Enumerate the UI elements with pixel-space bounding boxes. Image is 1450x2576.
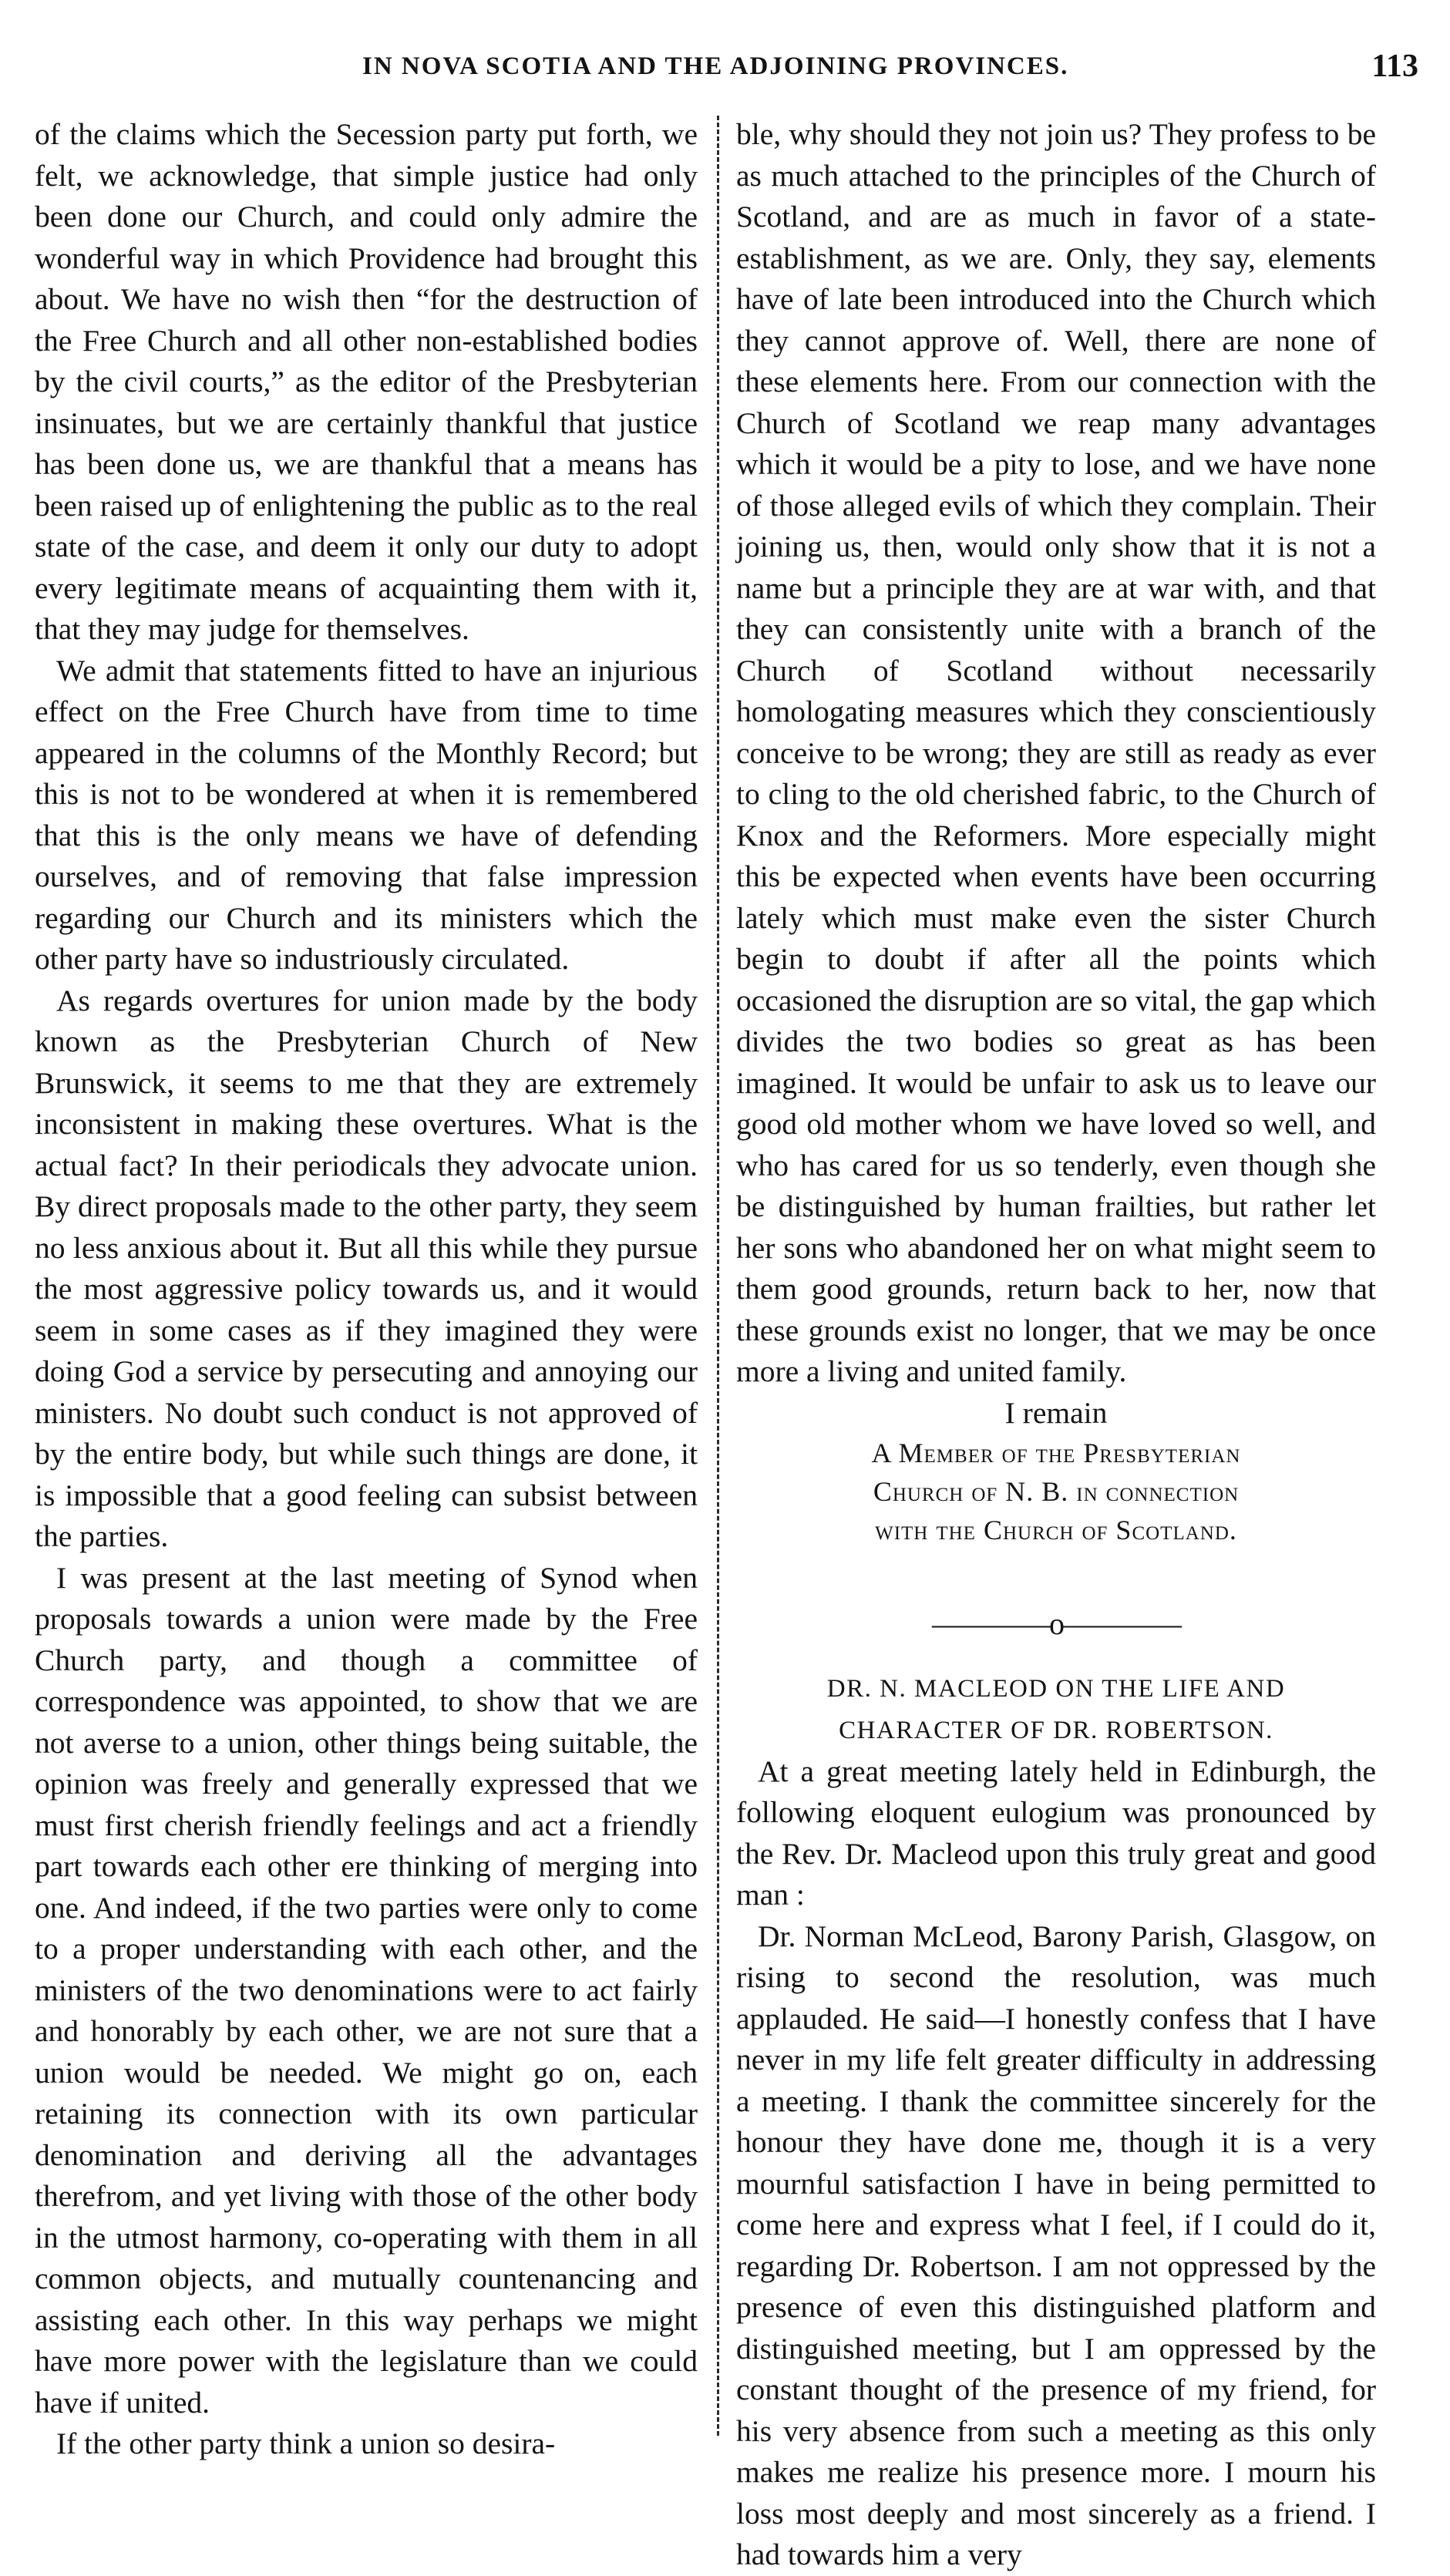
section-paragraph-2: Dr. Norman McLeod, Barony Parish, Glasgow, on rising to second the resolution, was much applauded. He said—I honestly confess that I have never in my life felt greater difficulty in addressing a meeting. I thank the committee sincerely for the honour they have done me, though it is a very mournful satisfaction I have in being permitted to come here and express what I feel, if I could do it, regarding Dr. Robertson. I am not oppressed by the presence of even this distinguished platform and distinguished meeting, but I am oppressed by the constant thought of the presence of my friend, for his very absence from such a meeting as this only makes me realize his presence more. I mourn his loss most deeply and most sincerely as a friend. I had towards him a very bbox=[736, 1919, 1376, 2571]
letter-signoff: I remain bbox=[1004, 1395, 1108, 1430]
right-column bbox=[736, 114, 1376, 2576]
left-column bbox=[35, 114, 698, 2465]
right-paragraph-1: ble, why should they not join us? They profess to be as much attached to the principles of the Church of Scotland, and are as much in favor of a state-establishment, as we are. Only, they say, elements have of late been introduced into the Church which they cannot approve of. Well, there are none of these elements here. From our connection with the Church of Scotland we reap many advantages which it would be a pity to lose, and we have none of those alleged evils of which they complain. Their joining us, then, would only show that it is not a name but a principle they are at war with, and that they can consistently unite with a branch of the Church of Scotland without necessarily homologating measures which they conscientiously conceive to be wrong; they are still as ready as ever to cling to the old cherished fabric, to the Church of Knox and the Reformers. More especially might this be expected when events have been occurring lately which must make even the sister Church begin to doubt if after all the points which occasioned the disruption are so vital, the gap which divides the two bodies so great as has been imagined. It would be unfair to ask us to leave our good old mother whom we have loved so well, and who has cared for us so tenderly, even though she be distinguished by human frailties, but rather let her sons who abandoned her on what might seem to them good grounds, return back to her, now that these grounds exist no longer, that we may be once more a living and united family. bbox=[736, 117, 1376, 1388]
left-paragraph-4: I was present at the last meeting of Synod when proposals towards a union were made by the Free Church party, and though a committee of correspondence was appointed, to show that we are not averse to a union, other things being suitable, the opinion was freely and generally expressed that we must first cherish friendly feelings and act a friendly part towards each other ere thinking of merging into one. And indeed, if the two parties were only to come to a proper understanding with each other, and the ministers of the two denominations were to act fairly and honorably by each other, we are not sure that a union would be needed. We might go on, each retaining its connection with its own particular denomination and deriving all the advantages therefrom, and yet living with those of the other body in the utmost harmony, co-operating with them in all common objects, and mutually countenancing and assisting each other. In this way perhaps we might have more power with the legislature than we could have if united. bbox=[35, 1560, 698, 2420]
left-paragraph-5: If the other party think a union so desira- bbox=[56, 2426, 556, 2460]
section-divider: ————o———— bbox=[932, 1606, 1180, 1641]
left-paragraph-3: As regards overtures for union made by the body known as the Presbyterian Church of New Brunswick, it seems to me that they are extremely inconsistent in making these overtures. What is the actual fact? In their periodicals they advocate union. By direct proposals made to the other party, they seem no less anxious about it. But all this while they pursue the most aggressive policy towards us, and it would seem in some cases as if they imagined they were doing God a service by persecuting and annoying our ministers. No doubt such conduct is not approved of by the entire body, but while such things are done, it is impossible that a good feeling can subsist between the parties. bbox=[35, 983, 698, 1553]
section-paragraph-1: At a great meeting lately held in Edinburgh, the following eloquent eulogium was pronounced by the Rev. Dr. Macleod upon this truly great and good man : bbox=[736, 1754, 1376, 1912]
page-number: 113 bbox=[1371, 49, 1418, 84]
section-heading: DR. N. MACLEOD ON THE LIFE AND CHARACTER OF DR. ROBERTSON. bbox=[826, 1674, 1286, 1744]
running-header bbox=[362, 48, 1418, 94]
left-paragraph-1: of the claims which the Secession party put forth, we felt, we acknowledge, that simple justice had only been done our Church, and could only admire the wonderful way in which Providence had brought this about. We have no wish then “for the destruction of the Free Church and all other non-established bodies by the civil courts,” as the editor of the Presbyterian insinuates, but we are certainly thankful that justice has been done us, we are thankful that a means has been raised up of enlightening the public as to the real state of the case, and deem it only our duty to adopt every legitimate means of acquainting them with it, that they may judge for themselves. bbox=[35, 117, 698, 646]
left-paragraph-2: We admit that statements fitted to have an injurious effect on the Free Church have from time to time appeared in the columns of the Monthly Record; but this is not to be wondered at when it is remembered that this is the only means we have of defending ourselves, and of removing that false impression regarding our Church and its ministers which the other party have so industriously circulated. bbox=[35, 653, 698, 976]
letter-signature: A Member of the Presbyterian Church of N. B. in connection with the Church of Scotland. bbox=[871, 1438, 1241, 1545]
running-title: IN NOVA SCOTIA AND THE ADJOINING PROVINCES. bbox=[362, 52, 1069, 80]
column-divider bbox=[717, 116, 719, 2436]
